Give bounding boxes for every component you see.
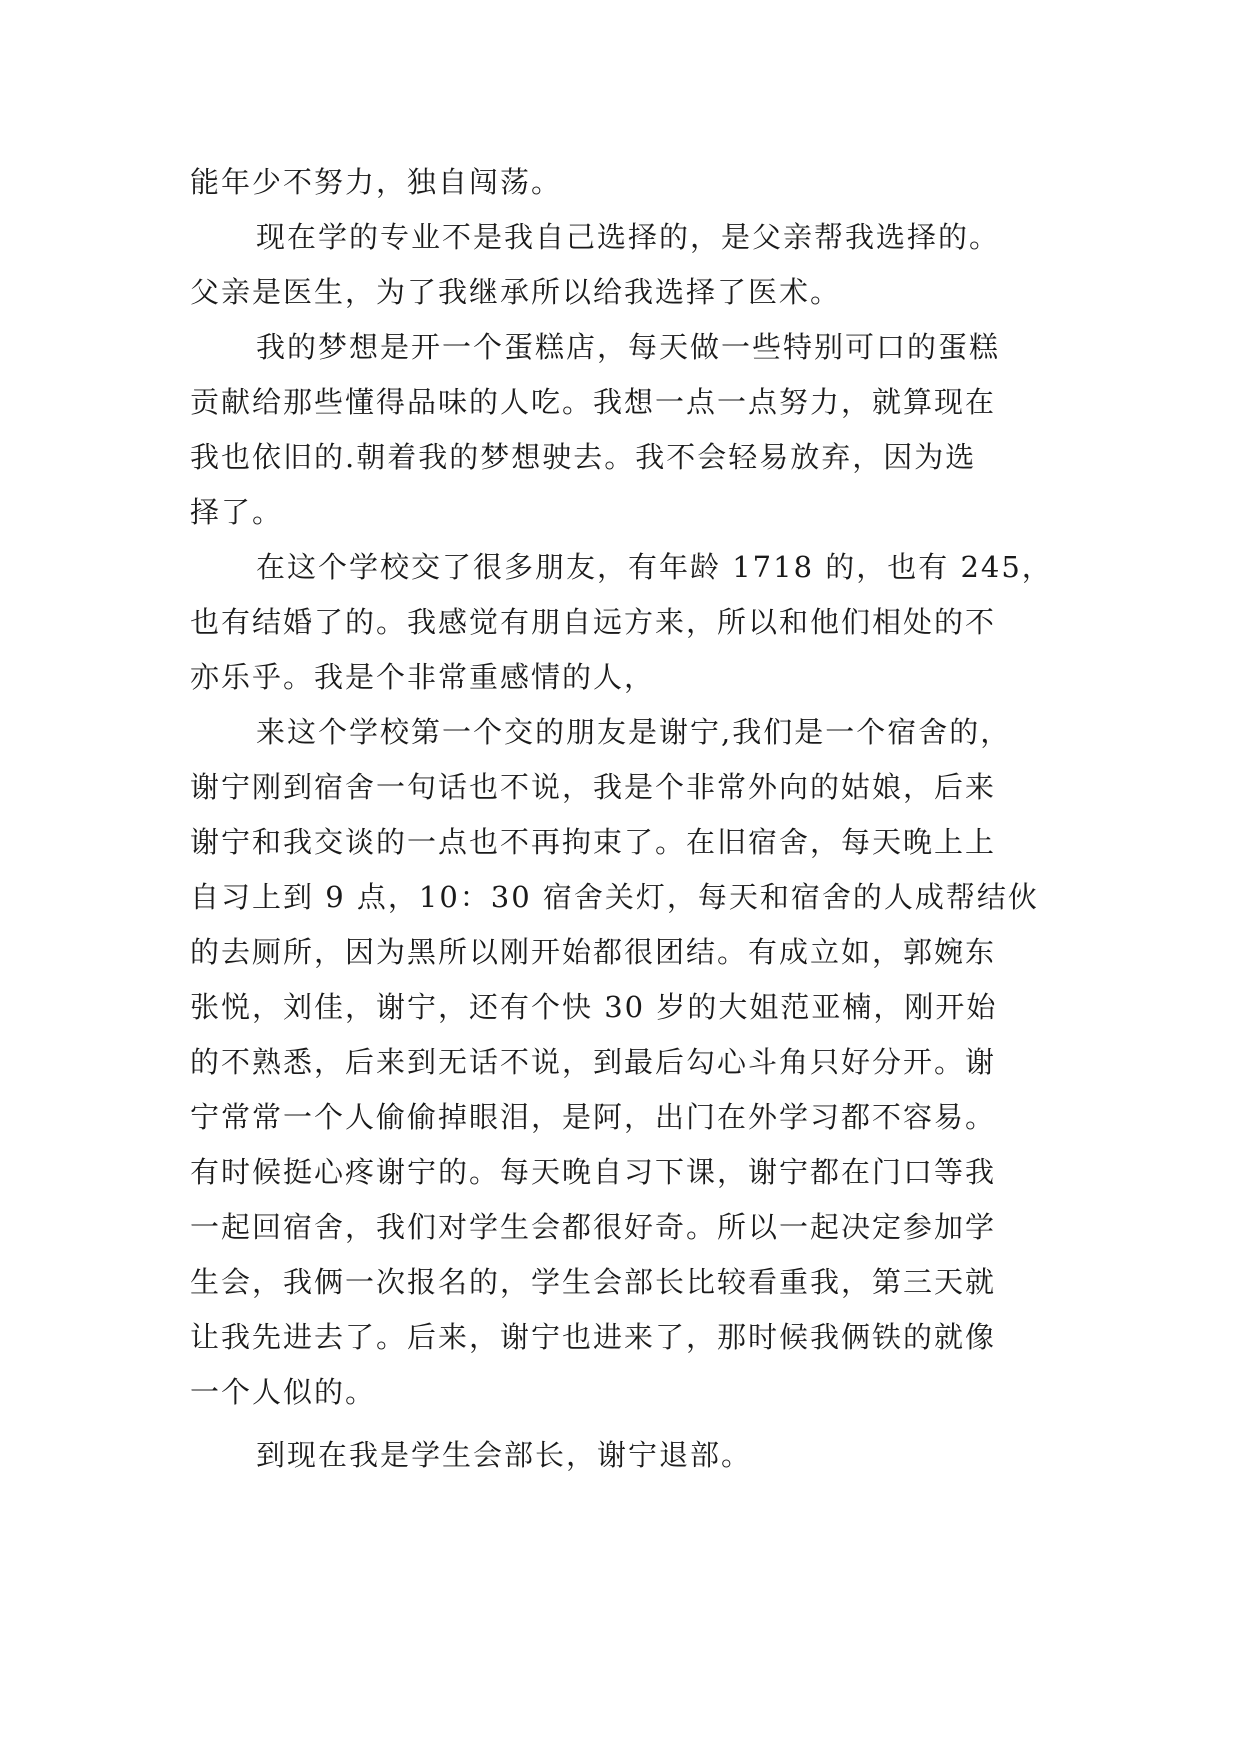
- text-line: 一起回宿舍，我们对学生会都很好奇。所以一起决定参加学: [190, 1210, 997, 1244]
- text-line: 父亲是医生，为了我继承所以给我选择了医术。: [190, 275, 842, 309]
- paragraph-start-line: 到现在我是学生会部长，谢宁退部。: [256, 1438, 753, 1472]
- text-line: 宁常常一个人偷偷掉眼泪，是阿，出门在外学习都不容易。: [190, 1100, 997, 1134]
- text-line: 一个人似的。: [190, 1375, 377, 1409]
- text-line: 谢宁和我交谈的一点也不再拘束了。在旧宿舍，每天晚上上: [190, 825, 997, 859]
- text-line: 择了。: [190, 495, 284, 529]
- paragraph-start-line: 现在学的专业不是我自己选择的，是父亲帮我选择的。: [256, 220, 1001, 254]
- text-line: 生会，我俩一次报名的，学生会部长比较看重我，第三天就: [190, 1265, 997, 1299]
- text-line: 的去厕所，因为黑所以刚开始都很团结。有成立如，郭婉东: [190, 935, 997, 969]
- paragraph-start-line: 在这个学校交了很多朋友，有年龄 1718 的，也有 245，: [256, 550, 1053, 584]
- text-line: 贡献给那些懂得品味的人吃。我想一点一点努力，就算现在: [190, 385, 997, 419]
- text-line: 我也依旧的.朝着我的梦想驶去。我不会轻易放弃，因为选: [190, 440, 977, 474]
- text-line: 张悦，刘佳，谢宁，还有个快 30 岁的大姐范亚楠，刚开始: [190, 990, 998, 1024]
- document-body: [190, 155, 1053, 1483]
- text-line: 自习上到 9 点，10：30 宿舍关灯，每天和宿舍的人成帮结伙: [190, 880, 1039, 914]
- text-line: 能年少不努力，独自闯荡。: [190, 165, 563, 199]
- text-line: 让我先进去了。后来，谢宁也进来了，那时候我俩铁的就像: [190, 1320, 997, 1354]
- text-line: 亦乐乎。我是个非常重感情的人，: [190, 660, 656, 694]
- text-line: 有时候挺心疼谢宁的。每天晚自习下课，谢宁都在门口等我: [190, 1155, 997, 1189]
- paragraph-start-line: 我的梦想是开一个蛋糕店，每天做一些特别可口的蛋糕: [256, 330, 1001, 364]
- text-line: 谢宁刚到宿舍一句话也不说，我是个非常外向的姑娘，后来: [190, 770, 997, 804]
- text-line: 也有结婚了的。我感觉有朋自远方来，所以和他们相处的不: [190, 605, 997, 639]
- text-line: 的不熟悉，后来到无话不说，到最后勾心斗角只好分开。谢: [190, 1045, 997, 1079]
- paragraph-start-line: 来这个学校第一个交的朋友是谢宁,我们是一个宿舍的，: [256, 715, 1012, 749]
